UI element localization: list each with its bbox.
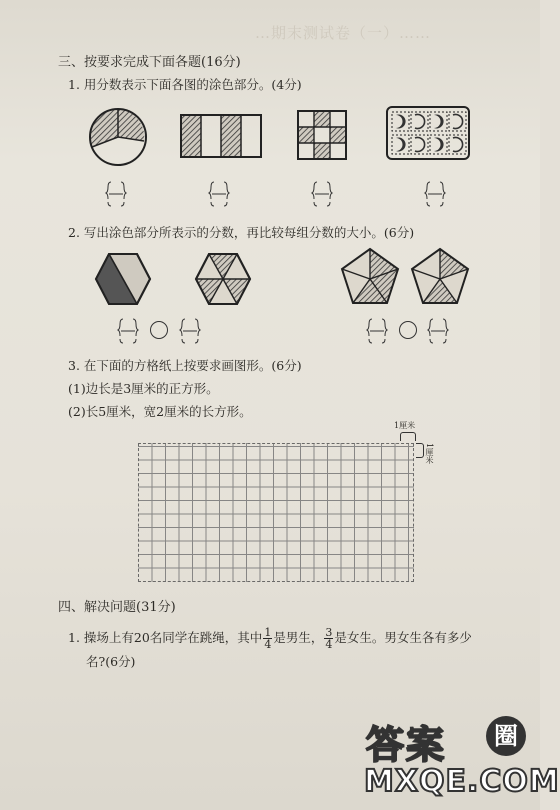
- problem-1-line-1: [68, 627, 472, 650]
- question-3: 3. 在下面的方格纸上按要求画图形。(6分): [68, 358, 302, 373]
- unit-label-vertical: 1厘米: [425, 443, 434, 465]
- section3-title: 三、按要求完成下面各题(16分): [58, 55, 241, 70]
- answer-blank-4[interactable]: [425, 180, 445, 208]
- fraction-2-denominator: 4: [325, 638, 333, 651]
- compare-blank-1b[interactable]: [180, 317, 200, 345]
- rectangle-figure: [180, 114, 262, 158]
- fraction-2-numerator: 3: [325, 626, 333, 639]
- pentagon-figure-1: [340, 247, 400, 305]
- watermark-logo: [358, 706, 560, 806]
- watermark-url: MXQE.COM: [364, 764, 560, 799]
- question-3-part-2: (2)长5厘米，宽2厘米的长方形。: [68, 404, 252, 419]
- compare-blank-2a[interactable]: [367, 317, 387, 345]
- fraction-1-denominator: 4: [264, 638, 272, 651]
- compare-circle-1[interactable]: [150, 321, 168, 339]
- answer-blank-1[interactable]: [106, 180, 126, 208]
- question-2: 2. 写出涂色部分所表示的分数，再比较每组分数的大小。(6分): [68, 225, 415, 240]
- problem-1-text-c: 是女生。男女生各有多少: [334, 630, 472, 645]
- question-3-part-1: (1)边长是3厘米的正方形。: [68, 381, 219, 396]
- bleed-through-header: …期末测试卷（一）……: [255, 24, 432, 42]
- grid-paper[interactable]: [138, 443, 414, 582]
- watermark-circle: 圈: [486, 716, 526, 756]
- compare-blank-2b[interactable]: [428, 317, 448, 345]
- unit-label-horizontal: 1厘米: [394, 421, 416, 430]
- section4-title: 四、解决问题(31分): [58, 600, 176, 615]
- question-1: 1. 用分数表示下面各图的涂色部分。(4分): [68, 77, 302, 92]
- unit-bracket-vertical: [416, 443, 424, 458]
- compare-circle-2[interactable]: [399, 321, 417, 339]
- circle-figure: [88, 107, 148, 167]
- cross-square-figure: [297, 110, 347, 160]
- moons-figure: [386, 106, 470, 160]
- pentagon-figure-2: [410, 247, 470, 305]
- hexagon-figure-2: [195, 252, 251, 306]
- answer-blank-3[interactable]: [312, 180, 332, 208]
- watermark-top-text: 答案: [366, 723, 447, 767]
- compare-blank-1a[interactable]: [118, 317, 138, 345]
- problem-1-text-a: 1. 操场上有20名同学在跳绳，其中: [68, 630, 263, 645]
- problem-1-line-2: 名?(6分): [86, 654, 136, 669]
- unit-bracket-horizontal: [400, 432, 416, 441]
- fraction-1-numerator: 1: [264, 626, 272, 639]
- answer-blank-2[interactable]: [209, 180, 229, 208]
- hexagon-figure-1: [95, 252, 151, 306]
- fraction-one-quarter: [263, 627, 272, 650]
- problem-1-text-b: 是男生，: [273, 630, 324, 645]
- fraction-three-quarters: [324, 627, 333, 650]
